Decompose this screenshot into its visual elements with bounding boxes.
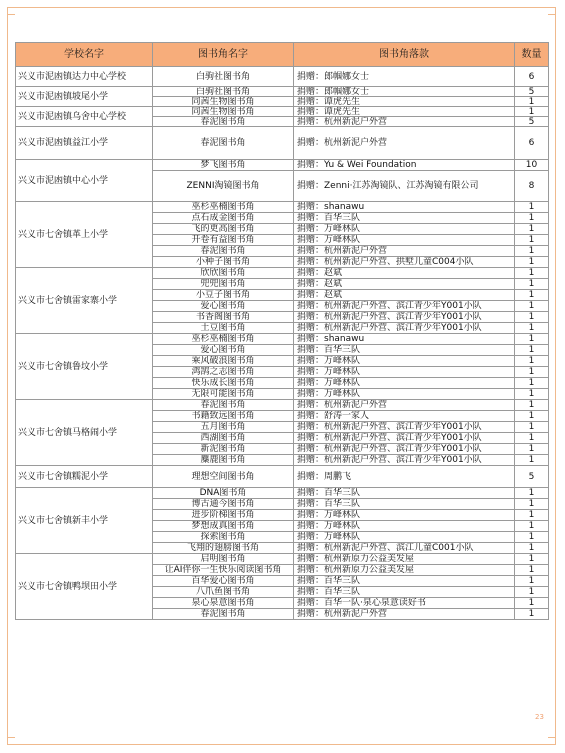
corner-name-cell: 白驹社图书角 bbox=[153, 87, 294, 97]
donor-cell: 捐赠：万峰林队 bbox=[294, 510, 515, 521]
corner-name-cell: 点石成金图书角 bbox=[153, 213, 294, 224]
school-name-cell: 兴义市七舍镇鸭坝田小学 bbox=[16, 554, 153, 620]
donor-cell: 捐赠：百华三队 bbox=[294, 488, 515, 499]
corner-name-cell: 春泥图书角 bbox=[153, 117, 294, 127]
corner-name-cell: 进步阶梯图书角 bbox=[153, 510, 294, 521]
donor-cell: 捐赠：杭州新泥户外营、滨江青少年Y001小队 bbox=[294, 312, 515, 323]
donor-cell: 捐赠：百华三队 bbox=[294, 576, 515, 587]
table-row bbox=[16, 202, 549, 213]
donor-cell: 捐赠：shanawu bbox=[294, 202, 515, 213]
donor-cell: 捐赠：万峰林队 bbox=[294, 235, 515, 246]
donor-cell: 捐赠：郎帼娜女士 bbox=[294, 87, 515, 97]
donor-cell: 捐赠：杭州新泥户外营、滨江青少年Y001小队 bbox=[294, 455, 515, 466]
header-donor: 图书角落款 bbox=[294, 43, 515, 67]
quantity-cell: 1 bbox=[515, 543, 549, 554]
corner-name-cell: 启明图书角 bbox=[153, 554, 294, 565]
corner-name-cell: 开卷有益图书角 bbox=[153, 235, 294, 246]
table-row bbox=[16, 554, 549, 565]
donor-cell: 捐赠：万峰林队 bbox=[294, 224, 515, 235]
corner-name-cell: DNA图书角 bbox=[153, 488, 294, 499]
donor-cell: 捐赠：赵斌 bbox=[294, 268, 515, 279]
donor-cell: 捐赠：百华三队 bbox=[294, 213, 515, 224]
corner-name-cell: 鸿鹄之志图书角 bbox=[153, 367, 294, 378]
table-row bbox=[16, 268, 549, 279]
quantity-cell: 1 bbox=[515, 389, 549, 400]
quantity-cell: 1 bbox=[515, 510, 549, 521]
quantity-cell: 6 bbox=[515, 127, 549, 160]
quantity-cell: 1 bbox=[515, 279, 549, 290]
corner-name-cell: 八爪鱼图书角 bbox=[153, 587, 294, 598]
quantity-cell: 6 bbox=[515, 67, 549, 87]
donor-cell: 捐赠：杭州新泥户外营、滨江儿童C001小队 bbox=[294, 543, 515, 554]
corner-mark bbox=[548, 14, 556, 15]
quantity-cell: 1 bbox=[515, 334, 549, 345]
quantity-cell: 10 bbox=[515, 160, 549, 171]
corner-name-cell: 巫杉巫楠图书角 bbox=[153, 334, 294, 345]
donor-cell: 捐赠：谭虎先生 bbox=[294, 97, 515, 107]
donor-cell: 捐赠：杭州新原力公益美发屋 bbox=[294, 565, 515, 576]
corner-name-cell: ZENNI淘镜图书角 bbox=[153, 171, 294, 202]
donor-cell: 捐赠：杭州新泥户外营、滨江青少年Y001小队 bbox=[294, 301, 515, 312]
donor-cell: 捐赠：杭州新泥户外营、滨江青少年Y001小队 bbox=[294, 433, 515, 444]
donor-cell: 捐赠：万峰林队 bbox=[294, 521, 515, 532]
corner-name-cell: 梦想成真图书角 bbox=[153, 521, 294, 532]
quantity-cell: 1 bbox=[515, 356, 549, 367]
table-row bbox=[16, 87, 549, 97]
table-row bbox=[16, 107, 549, 117]
corner-name-cell: 泉心泉意图书角 bbox=[153, 598, 294, 609]
corner-name-cell: 土豆图书角 bbox=[153, 323, 294, 334]
corner-name-cell: 同茜生物图书角 bbox=[153, 97, 294, 107]
corner-name-cell: 书香阁图书角 bbox=[153, 312, 294, 323]
table-body bbox=[16, 67, 549, 620]
corner-name-cell: 让AI伴你一生快乐阅读图书角 bbox=[153, 565, 294, 576]
quantity-cell: 1 bbox=[515, 268, 549, 279]
quantity-cell: 1 bbox=[515, 455, 549, 466]
donor-cell: 捐赠：百华三队 bbox=[294, 345, 515, 356]
donor-cell: 捐赠：Yu & Wei Foundation bbox=[294, 160, 515, 171]
table-row bbox=[16, 67, 549, 87]
quantity-cell: 1 bbox=[515, 301, 549, 312]
quantity-cell: 1 bbox=[515, 411, 549, 422]
quantity-cell: 1 bbox=[515, 521, 549, 532]
quantity-cell: 1 bbox=[515, 290, 549, 301]
quantity-cell: 1 bbox=[515, 107, 549, 117]
corner-name-cell: 新泥图书角 bbox=[153, 444, 294, 455]
corner-name-cell: 欣欣图书角 bbox=[153, 268, 294, 279]
quantity-cell: 1 bbox=[515, 422, 549, 433]
corner-name-cell: 博古通今图书角 bbox=[153, 499, 294, 510]
school-name-cell: 兴义市泥凼镇益江小学 bbox=[16, 127, 153, 160]
corner-name-cell: 百华爱心图书角 bbox=[153, 576, 294, 587]
corner-name-cell: 巫杉巫楠图书角 bbox=[153, 202, 294, 213]
table-row bbox=[16, 466, 549, 488]
corner-name-cell: 飞的更高图书角 bbox=[153, 224, 294, 235]
table-header-row bbox=[16, 43, 549, 67]
header-corner: 图书角名字 bbox=[153, 43, 294, 67]
quantity-cell: 5 bbox=[515, 117, 549, 127]
donor-cell: 捐赠：Zenni·江苏淘镜队、江苏淘镜有限公司 bbox=[294, 171, 515, 202]
donor-cell: 捐赠：谭虎先生 bbox=[294, 107, 515, 117]
donor-cell: 捐赠：杭州新泥户外营 bbox=[294, 117, 515, 127]
donor-cell: 捐赠：杭州新泥户外营、滨江青少年Y001小队 bbox=[294, 422, 515, 433]
corner-name-cell: 春泥图书角 bbox=[153, 400, 294, 411]
quantity-cell: 1 bbox=[515, 213, 549, 224]
quantity-cell: 1 bbox=[515, 609, 549, 620]
donor-cell: 捐赠：杭州新泥户外营、滨江青少年Y001小队 bbox=[294, 444, 515, 455]
donor-cell: 捐赠：万峰林队 bbox=[294, 367, 515, 378]
school-name-cell: 兴义市七舍镇新丰小学 bbox=[16, 488, 153, 554]
corner-name-cell: 春泥图书角 bbox=[153, 127, 294, 160]
quantity-cell: 1 bbox=[515, 565, 549, 576]
donor-cell: 捐赠：万峰林队 bbox=[294, 532, 515, 543]
donor-cell: 捐赠：百华一队·泉心泉意读好书 bbox=[294, 598, 515, 609]
donor-cell: 捐赠：赵斌 bbox=[294, 290, 515, 301]
donor-cell: 捐赠：杭州新泥户外营 bbox=[294, 127, 515, 160]
quantity-cell: 1 bbox=[515, 246, 549, 257]
school-name-cell: 兴义市七舍镇马格闹小学 bbox=[16, 400, 153, 466]
corner-name-cell: 西湖图书角 bbox=[153, 433, 294, 444]
table-row bbox=[16, 160, 549, 171]
quantity-cell: 1 bbox=[515, 224, 549, 235]
corner-name-cell: 五月图书角 bbox=[153, 422, 294, 433]
donor-cell: 捐赠：周鹏飞 bbox=[294, 466, 515, 488]
quantity-cell: 1 bbox=[515, 444, 549, 455]
donor-cell: 捐赠：郎帼娜女士 bbox=[294, 67, 515, 87]
quantity-cell: 1 bbox=[515, 367, 549, 378]
quantity-cell: 1 bbox=[515, 202, 549, 213]
quantity-cell: 1 bbox=[515, 554, 549, 565]
quantity-cell: 1 bbox=[515, 532, 549, 543]
school-name-cell: 兴义市七舍镇糯泥小学 bbox=[16, 466, 153, 488]
table-row bbox=[16, 334, 549, 345]
corner-name-cell: 同茜生物图书角 bbox=[153, 107, 294, 117]
donor-cell: 捐赠：百华三队 bbox=[294, 499, 515, 510]
table-row bbox=[16, 400, 549, 411]
quantity-cell: 1 bbox=[515, 257, 549, 268]
header-qty: 数量 bbox=[515, 43, 549, 67]
corner-name-cell: 麋鹿图书角 bbox=[153, 455, 294, 466]
quantity-cell: 1 bbox=[515, 345, 549, 356]
school-name-cell: 兴义市泥凼镇中心小学 bbox=[16, 160, 153, 202]
donor-cell: 捐赠：万峰林队 bbox=[294, 356, 515, 367]
corner-name-cell: 春泥图书角 bbox=[153, 246, 294, 257]
school-name-cell: 兴义市泥凼镇达力中心学校 bbox=[16, 67, 153, 87]
quantity-cell: 1 bbox=[515, 587, 549, 598]
quantity-cell: 1 bbox=[515, 400, 549, 411]
corner-name-cell: 书籍致远图书角 bbox=[153, 411, 294, 422]
corner-name-cell: 无限可能图书角 bbox=[153, 389, 294, 400]
donor-cell: 捐赠：赵斌 bbox=[294, 279, 515, 290]
donor-cell: 捐赠：万峰林队 bbox=[294, 389, 515, 400]
donor-cell: 捐赠：杭州新泥户外营 bbox=[294, 246, 515, 257]
donor-cell: 捐赠：杭州新泥户外营 bbox=[294, 609, 515, 620]
quantity-cell: 1 bbox=[515, 323, 549, 334]
quantity-cell: 5 bbox=[515, 87, 549, 97]
donor-cell: 捐赠：舒涛一家人 bbox=[294, 411, 515, 422]
donor-cell: 捐赠：杭州新原力公益美发屋 bbox=[294, 554, 515, 565]
corner-mark bbox=[7, 14, 15, 15]
corner-name-cell: 飞翔的翅膀图书角 bbox=[153, 543, 294, 554]
corner-name-cell: 兜兜图书角 bbox=[153, 279, 294, 290]
quantity-cell: 1 bbox=[515, 433, 549, 444]
donor-cell: 捐赠：shanawu bbox=[294, 334, 515, 345]
page-number: 23 bbox=[535, 713, 544, 721]
quantity-cell: 8 bbox=[515, 171, 549, 202]
table-row bbox=[16, 127, 549, 160]
donor-cell: 捐赠：百华三队 bbox=[294, 587, 515, 598]
quantity-cell: 1 bbox=[515, 576, 549, 587]
corner-name-cell: 小种子图书角 bbox=[153, 257, 294, 268]
table-row bbox=[16, 488, 549, 499]
corner-mark bbox=[7, 737, 15, 738]
school-name-cell: 兴义市七舍镇雷家寨小学 bbox=[16, 268, 153, 334]
quantity-cell: 1 bbox=[515, 235, 549, 246]
corner-name-cell: 白驹社图书角 bbox=[153, 67, 294, 87]
school-name-cell: 兴义市泥凼镇乌舍中心学校 bbox=[16, 107, 153, 127]
corner-name-cell: 快乐成长图书角 bbox=[153, 378, 294, 389]
corner-mark bbox=[548, 737, 556, 738]
quantity-cell: 1 bbox=[515, 378, 549, 389]
school-name-cell: 兴义市泥凼镇坡尾小学 bbox=[16, 87, 153, 107]
quantity-cell: 1 bbox=[515, 97, 549, 107]
corner-name-cell: 小豆子图书角 bbox=[153, 290, 294, 301]
corner-name-cell: 春泥图书角 bbox=[153, 609, 294, 620]
corner-name-cell: 探索图书角 bbox=[153, 532, 294, 543]
quantity-cell: 1 bbox=[515, 499, 549, 510]
quantity-cell: 1 bbox=[515, 598, 549, 609]
corner-name-cell: 爱心图书角 bbox=[153, 301, 294, 312]
donor-cell: 捐赠：杭州新泥户外营 bbox=[294, 400, 515, 411]
donor-cell: 捐赠：杭州新泥户外营、拱墅儿童C004小队 bbox=[294, 257, 515, 268]
corner-name-cell: 爱心图书角 bbox=[153, 345, 294, 356]
school-name-cell: 兴义市七舍镇鲁坟小学 bbox=[16, 334, 153, 400]
corner-name-cell: 乘风破浪图书角 bbox=[153, 356, 294, 367]
quantity-cell: 1 bbox=[515, 312, 549, 323]
corner-name-cell: 梦飞图书角 bbox=[153, 160, 294, 171]
corner-name-cell: 理想空间图书角 bbox=[153, 466, 294, 488]
school-name-cell: 兴义市七舍镇革上小学 bbox=[16, 202, 153, 268]
quantity-cell: 5 bbox=[515, 466, 549, 488]
donor-cell: 捐赠：万峰林队 bbox=[294, 378, 515, 389]
header-school: 学校名字 bbox=[16, 43, 153, 67]
donor-cell: 捐赠：杭州新泥户外营、滨江青少年Y001小队 bbox=[294, 323, 515, 334]
book-corner-table bbox=[15, 42, 549, 620]
quantity-cell: 1 bbox=[515, 488, 549, 499]
